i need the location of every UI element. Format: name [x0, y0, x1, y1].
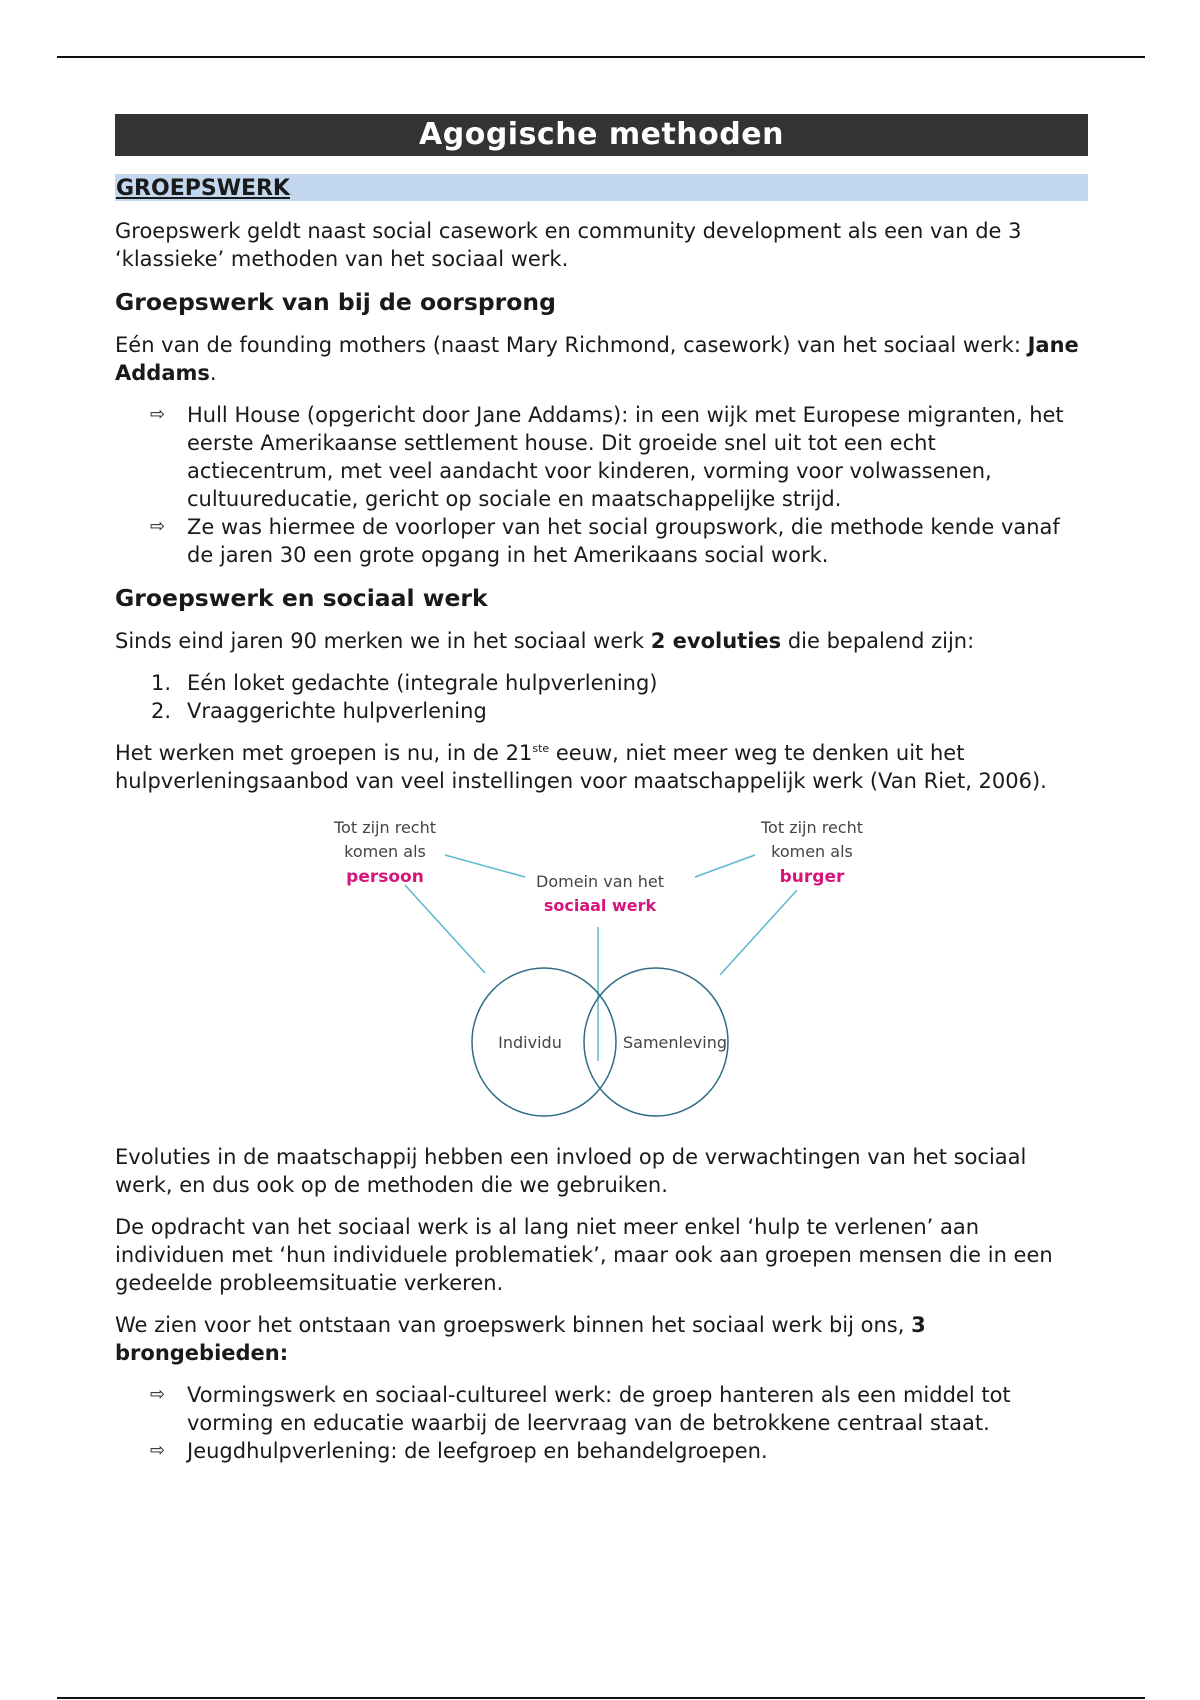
arrow-icon: ⇨: [150, 1384, 166, 1405]
section-heading-text: GROEPSWERK: [116, 176, 290, 201]
list-item-text: Jeugdhulpverlening: de leefgroep en behandelgroepen.: [187, 1439, 768, 1463]
right-label-line2: komen als: [771, 842, 853, 861]
right-label-key: burger: [779, 867, 845, 887]
evolutions-intro: [115, 627, 1088, 655]
center-label-key: sociaal werk: [543, 896, 657, 915]
list-item: [150, 401, 1088, 513]
century-post: eeuw, niet meer weg te denken uit het hulpverleningsaanbod van veel instellingen voor maatschappelijk werk (Van Riet, 2006).: [115, 741, 1047, 793]
list-item: [151, 669, 1088, 697]
evolutions-bold: 2 evoluties: [650, 629, 782, 653]
list-number: 2.: [151, 699, 172, 723]
arrow-icon: ⇨: [150, 404, 166, 425]
list-item: [150, 1381, 1088, 1437]
arrow-icon: ⇨: [150, 1440, 166, 1461]
list-item: [150, 513, 1088, 569]
list-item: [151, 697, 1088, 725]
founding-end: .: [209, 361, 217, 385]
founding-paragraph: [115, 331, 1088, 387]
list-item-text: Eén loket gedachte (integrale hulpverlening): [187, 671, 658, 695]
sources-bold: 3 brongebieden:: [115, 1313, 926, 1365]
list-item-text: Hull House (opgericht door Jane Addams): in een wijk met Europese migranten, het eerste Amerikaanse settlement house. Dit groeide snel uit tot een echt actiecentrum, met veel aandacht voor kinderen, vorming voor volwassenen, cultuureducatie, gericht op sociale en maatschappelijke strijd.: [187, 403, 1064, 511]
list-item: [150, 1437, 1088, 1465]
connector-burger-center: [695, 855, 755, 877]
century-sup: ste: [532, 742, 550, 755]
century-paragraph: [115, 739, 1088, 795]
left-label-line2: komen als: [344, 842, 426, 861]
list-item-text: Ze was hiermee de voorloper van het social groupswork, die methode kende vanaf de jaren 30 een grote opgang in het Amerikaans social work.: [187, 515, 1060, 567]
right-label-line1: Tot zijn recht: [761, 818, 863, 837]
founding-text: Eén van de founding mothers (naast Mary Richmond, casework) van het sociaal werk:: [115, 333, 1028, 357]
connector-burger-samenleving: [720, 890, 797, 975]
list-item-text: Vormingswerk en sociaal-cultureel werk: de groep hanteren als een middel tot vorming en educatie waarbij de leervraag van de betrokkene centraal staat.: [187, 1383, 1011, 1435]
list-item-text: Vraaggerichte hulpverlening: [187, 699, 487, 723]
section-heading: [115, 174, 1088, 201]
list-number: 1.: [151, 671, 172, 695]
intro-paragraph: Groepswerk geldt naast social casework en community development als een van de 3 ‘klassieke’ methoden van het sociaal werk.: [115, 219, 1022, 271]
century-pre: Het werken met groepen is nu, in de 21: [115, 741, 533, 765]
arrow-icon: ⇨: [150, 516, 166, 537]
circle-label-individu: Individu: [498, 1033, 562, 1052]
social-work-domain-diagram: [115, 805, 1088, 1135]
connector-person-center: [445, 855, 525, 877]
sources-bullet-list: [115, 1381, 1088, 1465]
evolutions-paragraph: Evoluties in de maatschappij hebben een invloed op de verwachtingen van het sociaal werk, en dus ook op de methoden die we gebruiken.: [115, 1145, 1027, 1197]
subheading-social-work: Groepswerk en sociaal werk: [115, 584, 488, 612]
evolutions-pre: Sinds eind jaren 90 merken we in het sociaal werk: [115, 629, 651, 653]
origin-bullet-list: [115, 401, 1088, 569]
sources-intro: [115, 1311, 1088, 1367]
document-title: Agogische methoden: [115, 114, 1088, 156]
assignment-paragraph: De opdracht van het sociaal werk is al lang niet meer enkel ‘hulp te verlenen’ aan individuen met ‘hun individuele problematiek’, maar ook aan groepen mensen die in een gedeelde probleemsituatie verkeren.: [115, 1215, 1053, 1295]
founding-name: Jane Addams: [115, 333, 1079, 385]
circle-label-samenleving: Samenleving: [622, 1033, 728, 1052]
evolutions-post: die bepalend zijn:: [781, 629, 975, 653]
document-body: [115, 114, 1088, 1465]
left-label-key: persoon: [346, 867, 424, 887]
page-top-rule: [57, 56, 1145, 58]
page-bottom-rule: [57, 1697, 1145, 1699]
sources-pre: We zien voor het ontstaan van groepswerk binnen het sociaal werk bij ons,: [115, 1313, 912, 1337]
connector-person-individu: [405, 885, 485, 973]
evolutions-list: [115, 669, 1088, 725]
left-label-line1: Tot zijn recht: [334, 818, 436, 837]
center-label-line1: Domein van het: [536, 872, 664, 891]
subheading-origin: Groepswerk van bij de oorsprong: [115, 288, 556, 316]
